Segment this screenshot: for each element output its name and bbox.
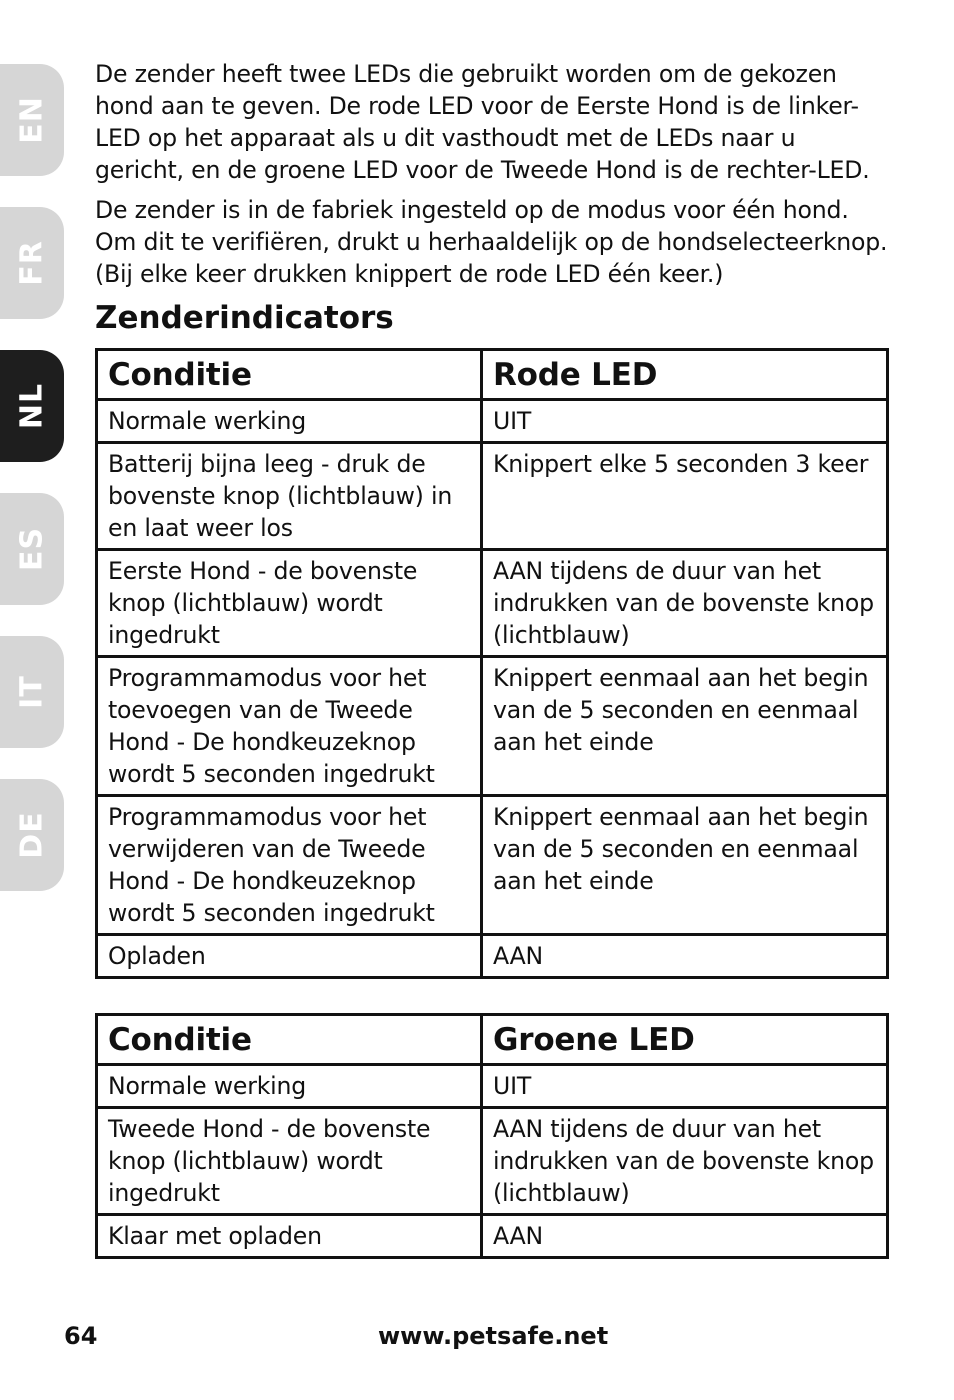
green-led-table — [95, 1013, 889, 1259]
header-condition: Conditie — [97, 1015, 482, 1065]
table-header-row — [97, 350, 888, 400]
condition-cell: Klaar met opladen — [97, 1215, 482, 1258]
condition-cell: Tweede Hond - de bovenste knop (lichtblauw) wordt ingedrukt — [97, 1108, 482, 1215]
website-link[interactable]: www.petsafe.net — [378, 1322, 609, 1350]
table-row — [97, 657, 888, 796]
led-state-cell: AAN — [482, 935, 888, 978]
page-number: 64 — [64, 1322, 98, 1350]
led-state-cell: Knippert eenmaal aan het begin van de 5 seconden en eenmaal aan het einde — [482, 796, 888, 935]
condition-cell: Opladen — [97, 935, 482, 978]
section-title: Zenderindicators — [95, 300, 394, 336]
tab-language-en[interactable]: EN — [0, 64, 64, 176]
condition-cell: Eerste Hond - de bovenste knop (lichtblauw) wordt ingedrukt — [97, 550, 482, 657]
factory-setting-paragraph: De zender is in de fabriek ingesteld op de modus voor één hond. Om dit te verifiëren, drukt u herhaaldelijk op de hondselecteerknop. (Bij elke keer drukken knippert de rode LED één keer.) — [95, 196, 888, 288]
table-row — [97, 550, 888, 657]
led-state-cell: Knippert eenmaal aan het begin van de 5 seconden en eenmaal aan het einde — [482, 657, 888, 796]
led-state-cell: AAN tijdens de duur van het indrukken van de bovenste knop (lichtblauw) — [482, 1108, 888, 1215]
header-green-led: Groene LED — [482, 1015, 888, 1065]
led-state-cell: UIT — [482, 400, 888, 443]
led-state-cell: AAN tijdens de duur van het indrukken van de bovenste knop (lichtblauw) — [482, 550, 888, 657]
table-row — [97, 796, 888, 935]
table-header-row — [97, 1015, 888, 1065]
table-row — [97, 1065, 888, 1108]
condition-cell: Normale werking — [97, 1065, 482, 1108]
condition-cell: Programmamodus voor het toevoegen van de Tweede Hond - De hondkeuzeknop wordt 5 seconden ingedrukt — [97, 657, 482, 796]
tab-language-nl[interactable]: NL — [0, 350, 64, 462]
table-row — [97, 400, 888, 443]
led-state-cell: UIT — [482, 1065, 888, 1108]
tab-language-de[interactable]: DE — [0, 779, 64, 891]
intro-paragraph: De zender heeft twee LEDs die gebruikt worden om de gekozen hond aan te geven. De rode LED voor de Eerste Hond is de linker-LED op het apparaat als u dit vasthoudt met de LEDs naar u gericht, en de groene LED voor de Tweede Hond is de rechter-LED. — [95, 60, 870, 184]
table-row — [97, 443, 888, 550]
condition-cell: Normale werking — [97, 400, 482, 443]
language-tabs — [0, 0, 64, 1400]
led-state-cell: AAN — [482, 1215, 888, 1258]
header-condition: Conditie — [97, 350, 482, 400]
tab-language-fr[interactable]: FR — [0, 207, 64, 319]
page-footer — [0, 1322, 954, 1356]
tab-language-it[interactable]: IT — [0, 636, 64, 748]
table-row — [97, 935, 888, 978]
tab-language-es[interactable]: ES — [0, 493, 64, 605]
table-row — [97, 1215, 888, 1258]
led-state-cell: Knippert elke 5 seconden 3 keer — [482, 443, 888, 550]
condition-cell: Batterij bijna leeg - druk de bovenste knop (lichtblauw) in en laat weer los — [97, 443, 482, 550]
condition-cell: Programmamodus voor het verwijderen van de Tweede Hond - De hondkeuzeknop wordt 5 seconden ingedrukt — [97, 796, 482, 935]
red-led-table — [95, 348, 889, 979]
table-row — [97, 1108, 888, 1215]
page-content — [95, 58, 890, 1259]
header-red-led: Rode LED — [482, 350, 888, 400]
